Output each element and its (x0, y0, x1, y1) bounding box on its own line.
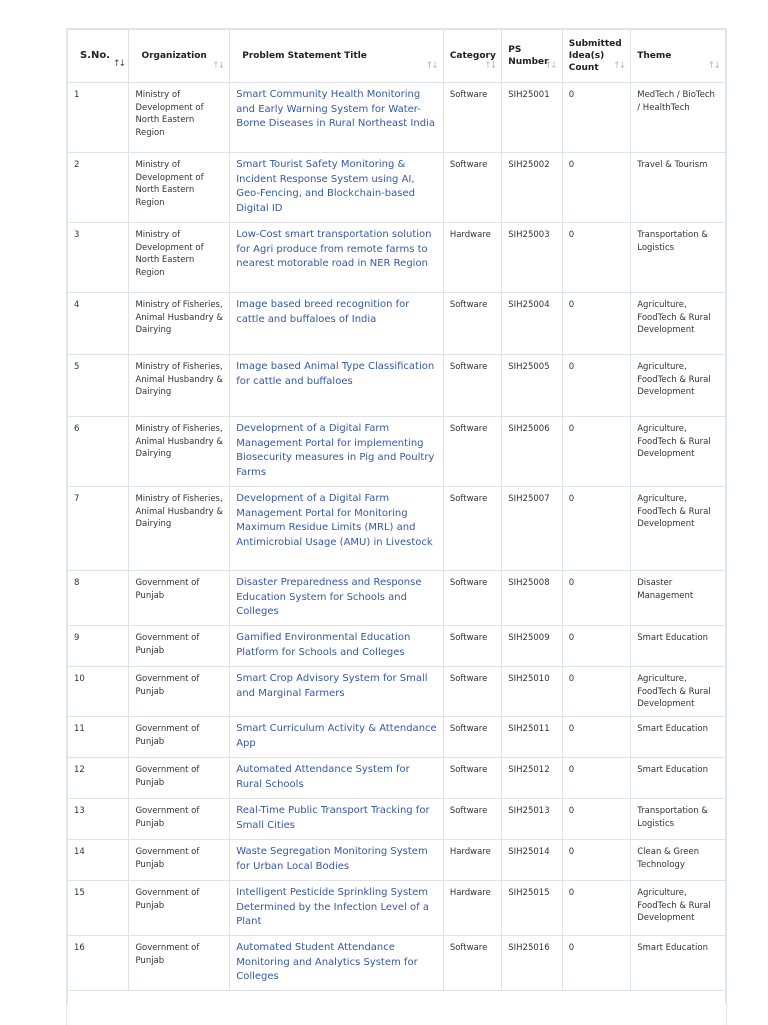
cell-organization: Government of Punjab (129, 936, 230, 991)
problem-title-link[interactable]: Real-Time Public Transport Tracking for Small Cities (236, 805, 430, 831)
table-row[interactable] (68, 840, 726, 881)
cell-sno: 5 (68, 355, 129, 417)
table-row[interactable] (68, 626, 726, 667)
cell-title[interactable] (230, 758, 444, 799)
cell-title[interactable] (230, 717, 444, 758)
problem-title-link[interactable]: Smart Crop Advisory System for Small and Marginal Farmers (236, 673, 428, 699)
cell-ps-number: SIH25003 (502, 223, 562, 293)
cell-organization: Ministry of Fisheries, Animal Husbandry & Dairying (129, 293, 230, 355)
cell-ps-number: SIH25013 (502, 799, 562, 840)
cell-title[interactable] (230, 417, 444, 487)
header-theme[interactable] (631, 30, 726, 83)
cell-ps-number: SIH25015 (502, 881, 562, 936)
cell-title[interactable] (230, 840, 444, 881)
problem-title-link[interactable]: Disaster Preparedness and Response Education System for Schools and Colleges (236, 577, 422, 618)
table-row[interactable] (68, 223, 726, 293)
cell-category: Hardware (443, 223, 501, 293)
header-category[interactable] (443, 30, 501, 83)
cell-sno: 13 (68, 799, 129, 840)
header-sno[interactable] (68, 30, 129, 83)
cell-count: 0 (562, 667, 631, 717)
cell-category: Software (443, 487, 501, 571)
header-row (68, 30, 726, 83)
cell-title[interactable] (230, 571, 444, 626)
cell-sno: 12 (68, 758, 129, 799)
header-organization-label: Organization (141, 51, 207, 61)
cell-title[interactable] (230, 626, 444, 667)
table-row[interactable] (68, 571, 726, 626)
cell-sno: 4 (68, 293, 129, 355)
cell-title[interactable] (230, 355, 444, 417)
cell-theme: Smart Education (631, 758, 726, 799)
cell-ps-number: SIH25014 (502, 840, 562, 881)
cell-ps-number: SIH25012 (502, 758, 562, 799)
problem-title-link[interactable]: Development of a Digital Farm Management Portal for Monitoring Maximum Residue Limits (MRL) and Antimicrobial Usage (AMU) in Livestock (236, 493, 433, 548)
cell-count: 0 (562, 799, 631, 840)
cell-title[interactable] (230, 936, 444, 991)
cell-theme: Smart Education (631, 626, 726, 667)
cell-ps-number: SIH25005 (502, 355, 562, 417)
cell-count: 0 (562, 355, 631, 417)
table-row[interactable] (68, 936, 726, 991)
cell-theme: Clean & Green Technology (631, 840, 726, 881)
cell-category: Software (443, 355, 501, 417)
cell-ps-number: SIH25011 (502, 717, 562, 758)
problem-title-link[interactable]: Intelligent Pesticide Sprinkling System Determined by the Infection Level of a Plant (236, 887, 429, 928)
table-row[interactable] (68, 799, 726, 840)
cell-count: 0 (562, 417, 631, 487)
problem-title-link[interactable]: Smart Tourist Safety Monitoring & Incident Response System using AI, Geo-Fencing, and Blockchain-based Digital ID (236, 159, 415, 214)
cell-theme: Agriculture, FoodTech & Rural Development (631, 667, 726, 717)
cell-organization: Ministry of Development of North Eastern Region (129, 83, 230, 153)
problem-title-link[interactable]: Waste Segregation Monitoring System for Urban Local Bodies (236, 846, 428, 872)
table-row[interactable] (68, 417, 726, 487)
sort-arrows-icon[interactable]: ↑↓ (707, 61, 719, 71)
cell-organization: Government of Punjab (129, 626, 230, 667)
problem-title-link[interactable]: Automated Student Attendance Monitoring and Analytics System for Colleges (236, 942, 418, 983)
cell-ps-number: SIH25001 (502, 83, 562, 153)
cell-ps-number: SIH25007 (502, 487, 562, 571)
table-row[interactable] (68, 487, 726, 571)
cell-sno: 16 (68, 936, 129, 991)
cell-organization: Government of Punjab (129, 758, 230, 799)
cell-count: 0 (562, 936, 631, 991)
cell-count: 0 (562, 881, 631, 936)
cell-category: Software (443, 626, 501, 667)
cell-ps-number: SIH25006 (502, 417, 562, 487)
cell-organization: Government of Punjab (129, 840, 230, 881)
cell-category: Software (443, 936, 501, 991)
cell-theme: Agriculture, FoodTech & Rural Development (631, 487, 726, 571)
cell-theme: Agriculture, FoodTech & Rural Development (631, 417, 726, 487)
cell-sno: 9 (68, 626, 129, 667)
table-row[interactable] (68, 293, 726, 355)
cell-sno: 10 (68, 667, 129, 717)
cell-count: 0 (562, 223, 631, 293)
cell-organization: Government of Punjab (129, 667, 230, 717)
header-organization[interactable] (129, 30, 230, 83)
problem-statements-table (67, 29, 726, 991)
cell-title[interactable] (230, 487, 444, 571)
cell-theme: Disaster Management (631, 571, 726, 626)
table-row[interactable] (68, 717, 726, 758)
cell-count: 0 (562, 626, 631, 667)
cell-organization: Ministry of Fisheries, Animal Husbandry & Dairying (129, 355, 230, 417)
cell-organization: Ministry of Fisheries, Animal Husbandry & Dairying (129, 487, 230, 571)
problem-title-link[interactable]: Low-Cost smart transportation solution for Agri produce from remote farms to nearest motorable road in NER Region (236, 229, 432, 270)
sort-arrows-icon[interactable]: ↑↓ (425, 61, 437, 71)
sort-arrows-icon[interactable]: ↑↓ (484, 61, 496, 71)
cell-theme: Agriculture, FoodTech & Rural Development (631, 293, 726, 355)
cell-theme: Smart Education (631, 936, 726, 991)
cell-theme: Travel & Tourism (631, 153, 726, 223)
cell-count: 0 (562, 83, 631, 153)
cell-count: 0 (562, 571, 631, 626)
cell-count: 0 (562, 717, 631, 758)
table-row[interactable] (68, 153, 726, 223)
cell-sno: 14 (68, 840, 129, 881)
header-sno-label: S.No. (80, 50, 111, 61)
cell-category: Software (443, 717, 501, 758)
cell-sno: 6 (68, 417, 129, 487)
table-row[interactable] (68, 667, 726, 717)
cell-title[interactable] (230, 293, 444, 355)
cell-organization: Ministry of Development of North Eastern Region (129, 153, 230, 223)
header-ps-number-label: PS Number (508, 45, 549, 67)
cell-organization: Ministry of Development of North Eastern Region (129, 223, 230, 293)
cell-theme: Transportation & Logistics (631, 223, 726, 293)
problem-title-link[interactable]: Smart Community Health Monitoring and Early Warning System for Water-Borne Diseases in Rural Northeast India (236, 89, 435, 130)
cell-sno: 2 (68, 153, 129, 223)
header-title-label: Problem Statement Title (242, 51, 367, 61)
cell-category: Software (443, 153, 501, 223)
cell-count: 0 (562, 487, 631, 571)
cell-sno: 1 (68, 83, 129, 153)
cell-organization: Ministry of Fisheries, Animal Husbandry & Dairying (129, 417, 230, 487)
sort-arrows-icon[interactable]: ↑↓ (544, 61, 556, 71)
table-footer-edge (67, 991, 726, 1003)
cell-title[interactable] (230, 667, 444, 717)
cell-ps-number: SIH25002 (502, 153, 562, 223)
header-count-label: Submitted Idea(s) Count (568, 39, 622, 73)
cell-category: Software (443, 667, 501, 717)
cell-title[interactable] (230, 223, 444, 293)
header-theme-label: Theme (637, 51, 672, 61)
cell-ps-number: SIH25010 (502, 667, 562, 717)
table-row[interactable] (68, 881, 726, 936)
cell-count: 0 (562, 840, 631, 881)
cell-theme: Agriculture, FoodTech & Rural Development (631, 355, 726, 417)
cell-sno: 8 (68, 571, 129, 626)
cell-theme: Agriculture, FoodTech & Rural Development (631, 881, 726, 936)
cell-category: Software (443, 758, 501, 799)
cell-count: 0 (562, 293, 631, 355)
problem-statements-table-container (66, 28, 727, 1025)
cell-sno: 15 (68, 881, 129, 936)
cell-category: Software (443, 571, 501, 626)
cell-title[interactable] (230, 881, 444, 936)
cell-count: 0 (562, 758, 631, 799)
problem-title-link[interactable]: Image based Animal Type Classification for cattle and buffaloes (236, 361, 435, 387)
cell-organization: Government of Punjab (129, 571, 230, 626)
cell-category: Software (443, 417, 501, 487)
header-title[interactable] (230, 30, 444, 83)
cell-ps-number: SIH25008 (502, 571, 562, 626)
cell-category: Hardware (443, 881, 501, 936)
problem-title-link[interactable]: Smart Curriculum Activity & Attendance App (236, 723, 437, 749)
cell-organization: Government of Punjab (129, 881, 230, 936)
cell-title[interactable] (230, 799, 444, 840)
cell-organization: Government of Punjab (129, 799, 230, 840)
cell-category: Software (443, 83, 501, 153)
sort-arrows-icon[interactable]: ↑↓ (212, 61, 224, 71)
table-row[interactable] (68, 355, 726, 417)
cell-theme: MedTech / BioTech / HealthTech (631, 83, 726, 153)
header-ps-number[interactable] (502, 30, 562, 83)
cell-theme: Smart Education (631, 717, 726, 758)
table-row[interactable] (68, 758, 726, 799)
cell-category: Hardware (443, 840, 501, 881)
sort-arrows-icon[interactable]: ↑↓ (613, 61, 625, 71)
cell-ps-number: SIH25004 (502, 293, 562, 355)
table-header (68, 30, 726, 83)
cell-sno: 7 (68, 487, 129, 571)
cell-category: Software (443, 799, 501, 840)
cell-category: Software (443, 293, 501, 355)
cell-theme: Transportation & Logistics (631, 799, 726, 840)
sort-arrows-icon[interactable]: ↑↓ (113, 59, 125, 69)
problem-title-link[interactable]: Image based breed recognition for cattle and buffaloes of India (236, 299, 410, 325)
cell-title[interactable] (230, 83, 444, 153)
table-row[interactable] (68, 83, 726, 153)
cell-ps-number: SIH25016 (502, 936, 562, 991)
table-body (68, 83, 726, 991)
problem-title-link[interactable]: Automated Attendance System for Rural Schools (236, 764, 410, 790)
cell-organization: Government of Punjab (129, 717, 230, 758)
cell-title[interactable] (230, 153, 444, 223)
cell-ps-number: SIH25009 (502, 626, 562, 667)
problem-title-link[interactable]: Gamified Environmental Education Platform for Schools and Colleges (236, 632, 411, 658)
header-count[interactable] (562, 30, 631, 83)
cell-count: 0 (562, 153, 631, 223)
cell-sno: 3 (68, 223, 129, 293)
cell-sno: 11 (68, 717, 129, 758)
header-category-label: Category (449, 51, 496, 61)
problem-title-link[interactable]: Development of a Digital Farm Management Portal for implementing Biosecurity measures in Pig and Poultry Farms (236, 423, 435, 478)
